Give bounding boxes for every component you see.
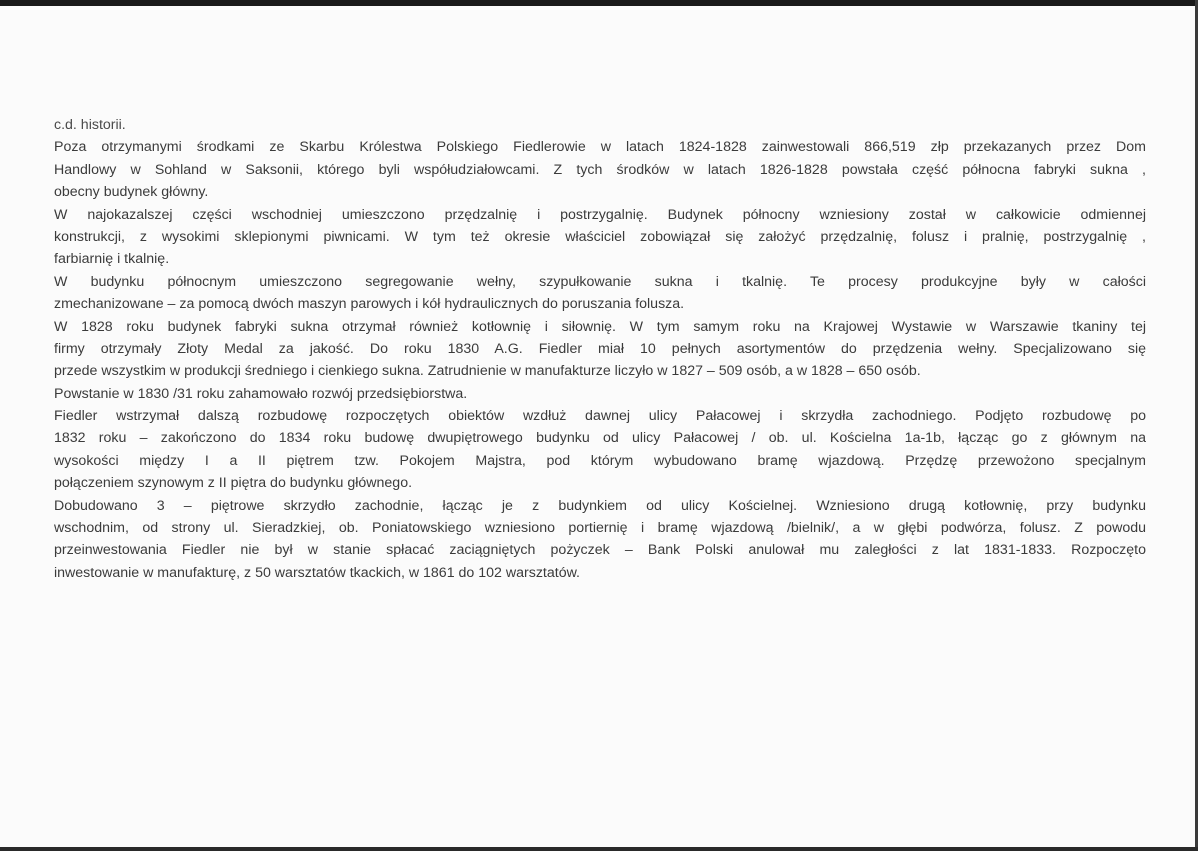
text-line: wysokości między I a II piętrem tzw. Pokojem Majstra, pod którym wybudowano bramę wjazdową. Przędzę przewożono specjalnym — [54, 452, 1146, 469]
text-line: 1832 roku – zakończono do 1834 roku budowę dwupiętrowego budynku od ulicy Pałacowej / ob. ul. Kościelna 1a-1b, łącząc go z głównym na — [54, 430, 1146, 447]
text-line: W budynku północnym umieszczono segregowanie wełny, szypułkowanie sukna i tkalnię. Te procesy produkcyjne były w całości — [54, 273, 1146, 290]
text-line: W 1828 roku budynek fabryki sukna otrzymał również kotłownię i siłownię. W tym samym roku na Krajowej Wystawie w Warszawie tkaniny tej — [54, 318, 1146, 335]
text-line: zmechanizowane – za pomocą dwóch maszyn parowych i kół hydraulicznych do poruszania folusza. — [54, 296, 685, 313]
text-line: Powstanie w 1830 /31 roku zahamowało rozwój przedsiębiorstwa. — [54, 385, 468, 402]
text-line: Dobudowano 3 – piętrowe skrzydło zachodnie, łącząc je z budynkiem od ulicy Kościelnej. Wzniesiono drugą kotłownię, przy budynku — [54, 497, 1146, 514]
text-line: W najokazalszej części wschodniej umieszczono przędzalnię i postrzygalnię. Budynek północny wzniesiony został w całkowicie odmiennej — [54, 206, 1146, 223]
document-heading: c.d. historii. — [54, 117, 126, 133]
text-line: przede wszystkim w produkcji średniego i cienkiego sukna. Zatrudnienie w manufakturze liczyło w 1827 – 509 osób, a w 1828 – 650 osób. — [54, 363, 921, 380]
text-line: Poza otrzymanymi środkami ze Skarbu Królestwa Polskiego Fiedlerowie w latach 1824-1828 zainwestowali 866,519 złp przekazanych przez Dom — [54, 139, 1146, 156]
text-line: Fiedler wstrzymał dalszą rozbudowę rozpoczętych obiektów wzdłuż dawnej ulicy Pałacowej i skrzydła zachodniego. Podjęto rozbudowę po — [54, 408, 1146, 425]
text-line: inwestowanie w manufakturę, z 50 warsztatów tkackich, w 1861 do 102 warsztatów. — [54, 564, 580, 581]
text-line: połączeniem szynowym z II piętra do budynku głównego. — [54, 475, 413, 492]
text-line: obecny budynek główny. — [54, 184, 209, 201]
text-line: wschodnim, od strony ul. Sieradzkiej, ob. Poniatowskiego wzniesiono portiernię i bramę wjazdową /bielnik/, a w głębi podwórza, folusz. Z powodu — [54, 520, 1146, 537]
text-line: farbiarnię i tkalnię. — [54, 251, 170, 268]
text-line: firmy otrzymały Złoty Medal za jakość. Do roku 1830 A.G. Fiedler miał 10 pełnych asortymentów do przędzenia wełny. Specjalizowano się — [54, 340, 1146, 357]
text-line: konstrukcji, z wysokimi sklepionymi piwnicami. W tym też okresie właściciel zobowiązał się założyć przędzalnię, folusz i pralnię, postrzygalnię , — [54, 228, 1146, 245]
document-body — [54, 114, 1146, 584]
text-line: Handlowy w Sohland w Saksonii, którego byli współudziałowcami. Z tych środków w latach 1826-1828 powstała część północna fabryki sukna , — [54, 161, 1146, 178]
text-line: przeinwestowania Fiedler nie był w stanie spłacać zaciągniętych pożyczek – Bank Polski anulował mu zaległości z lat 1831-1833. Rozpoczęto — [54, 542, 1146, 559]
scan-edge-top — [0, 0, 1198, 6]
scan-edge-bottom — [0, 847, 1198, 851]
